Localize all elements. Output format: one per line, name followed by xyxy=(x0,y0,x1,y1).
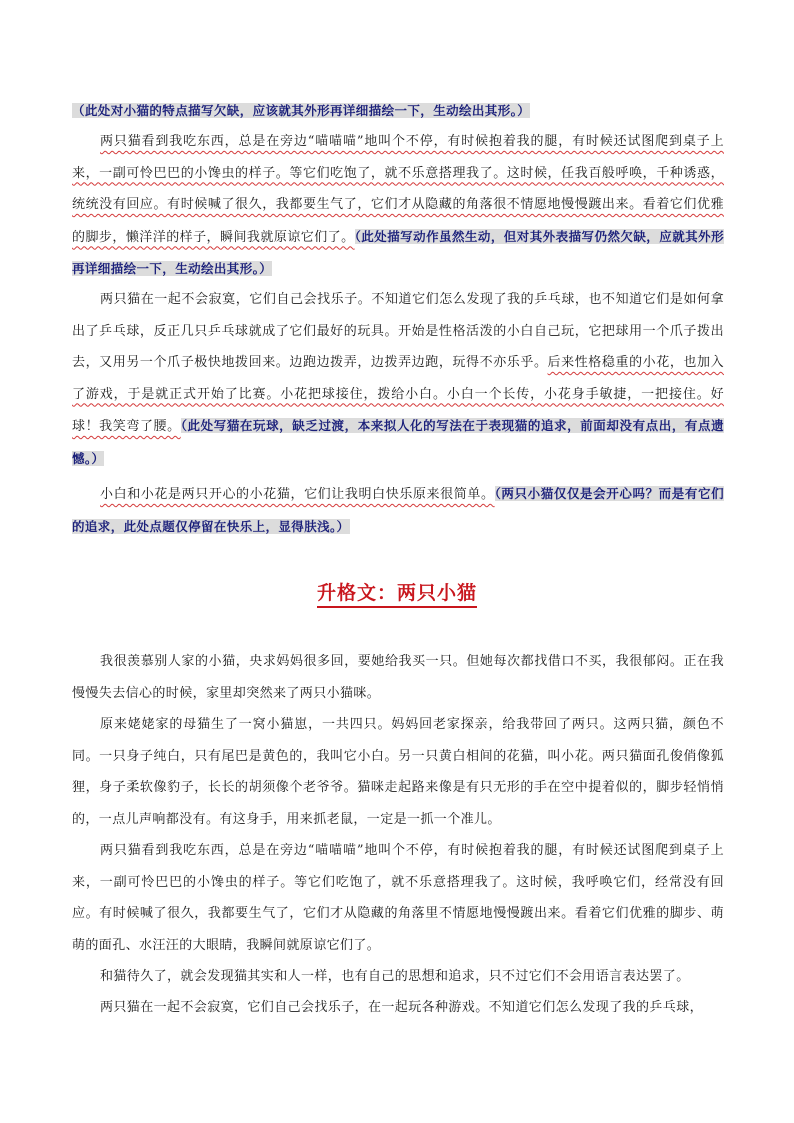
essay-paragraph-2: 原来姥姥家的母猫生了一窝小猫崽，一共四只。妈妈回老家探亲，给我带回了两只。这两只猫，颜色不同。一只身子纯白，只有尾巴是黄色的，我叫它小白。另一只黄白相间的花猫，叫小花。两只猫面孔俊俏像狐狸，身子柔软像豹子，长长的胡须像个老爷爷。猫咪走起路来像是有只无形的手在空中提着似的，脚步轻悄悄的，一点儿声响都没有。有这身手，用来抓老鼠，一定是一抓一个准儿。 xyxy=(72,717,724,827)
paragraph-text: 两只猫在一起不会寂寞，它们自己会找乐子。不知道它们怎么发现了我的乒乓球，也不知道它们是如何拿出了乒乓球，反正几只乒乓球就成了它们最好的玩具。开始是性格活泼的小白自己玩，它把球用一个爪子拨出去，又用另一个爪子极快地拨回来。边跑边拨弄，边拨弄边跑，玩得不亦乐乎。 xyxy=(72,292,724,370)
original-paragraph-3 xyxy=(72,478,724,543)
essay-title: 升格文：两只小猫 xyxy=(0,578,794,605)
original-paragraph-2 xyxy=(72,284,724,475)
critique-1-block xyxy=(72,95,724,128)
original-paragraph-1 xyxy=(72,126,724,286)
underlined-passage: 两只猫看到我吃东西，总是在旁边“喵喵喵”地叫个不停，有时候抱着我的腿，有时候还试图爬到桌子上来，一副可怜巴巴的小馋虫的样子。等它们吃饱了，就不乐意搭理我了。这时候，任我百般呼唤，千种诱惑，统统没有回应。有时候喊了很久，我都要生气了，它们才从隐藏的角落很不情愿地慢慢踱出来。看着它们优雅的脚步，懒洋洋的样子，瞬间我就原谅它们了。 xyxy=(72,134,724,245)
essay-paragraph-5: 两只猫在一起不会寂寞，它们自己会找乐子，在一起玩各种游戏。不知道它们怎么发现了我的乒乓球， xyxy=(100,1000,704,1015)
critique-comment: （此处写猫在玩球，缺乏过渡，本来拟人化的写法在于表现猫的追求，前面却没有点出，有点遗憾。） xyxy=(72,418,724,466)
underlined-passage: 后来性格稳重的小花，也加入了游戏，于是就正式开始了比赛。小花把球接住，拨给小白。小白一个长传，小花身手敏捷，一把接住。好球！我笑弯了腰。 xyxy=(72,355,724,434)
essay-paragraph-4: 和猫待久了，就会发现猫其实和人一样，也有自己的思想和追求，只不过它们不会用语言表达罢了。 xyxy=(100,969,690,984)
underlined-passage: 小白和小花是两只开心的小花猫，它们让我明白快乐原来很简单。 xyxy=(100,487,495,502)
essay-paragraph-1: 我很羡慕别人家的小猫，央求妈妈很多回，要她给我买一只。但她每次都找借口不买，我很郁闷。正在我慢慢失去信心的时候，家里却突然来了两只小猫咪。 xyxy=(72,654,724,701)
critique-comment: （两只小猫仅仅是会开心吗？而是有它们的追求，此处点题仅停留在快乐上，显得肤浅。） xyxy=(72,486,725,534)
critique-comment: （此处描写动作虽然生动，但对其外表描写仍然欠缺，应就其外形再详细描绘一下，生动绘出其形。） xyxy=(72,228,724,276)
critique-comment: （此处对小猫的特点描写欠缺，应该就其外形再详细描绘一下，生动绘出其形。） xyxy=(72,103,531,118)
essay-paragraph-3: 两只猫看到我吃东西，总是在旁边“喵喵喵”地叫个不停，有时候抱着我的腿，有时候还试图爬到桌子上来，一副可怜巴巴的小馋虫的样子。等它们吃饱了，就不乐意搭理我了。这时候，我呼唤它们，经常没有回应。有时候喊了很久，我都要生气了，它们才从隐藏的角落里不情愿地慢慢踱出来。看着它们优雅的脚步、萌萌的面孔、水汪汪的大眼睛，我瞬间就原谅它们了。 xyxy=(72,843,724,953)
